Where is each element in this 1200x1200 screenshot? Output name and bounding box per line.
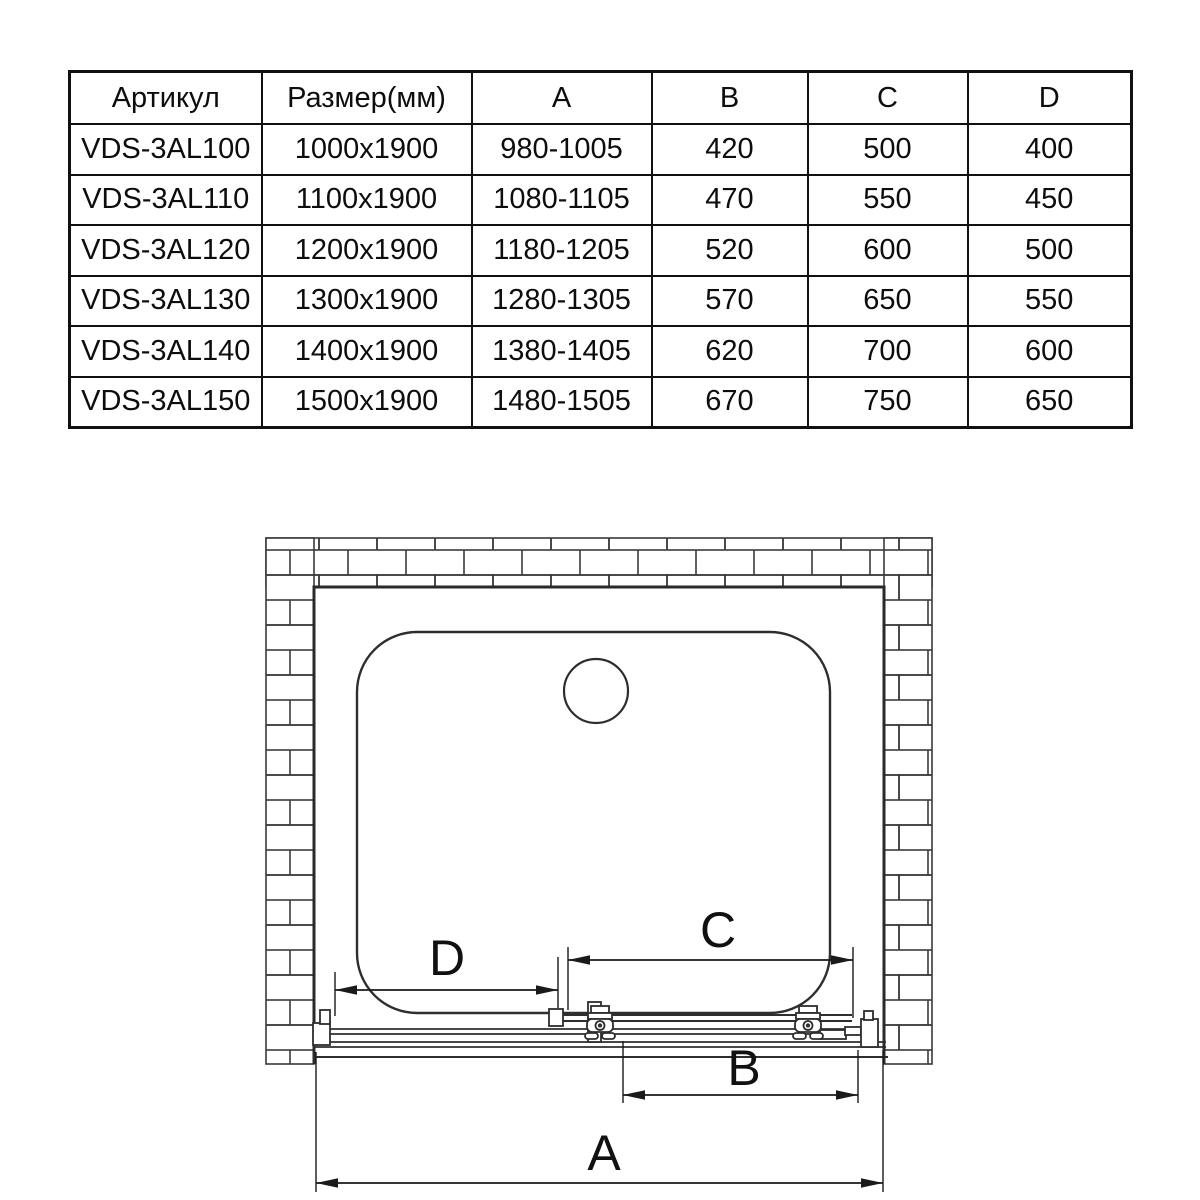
table-cell: 1380-1405 bbox=[472, 326, 652, 377]
brick-wall-right bbox=[884, 538, 932, 1064]
table-cell: 400 bbox=[968, 124, 1132, 175]
table-cell: 470 bbox=[652, 175, 808, 226]
table-cell: 600 bbox=[968, 326, 1132, 377]
column-header-a: A bbox=[472, 72, 652, 125]
column-header-c: C bbox=[808, 72, 968, 125]
dimension-b bbox=[623, 1040, 858, 1100]
table-cell: 500 bbox=[968, 225, 1132, 276]
table-cell: VDS-3AL140 bbox=[70, 326, 262, 377]
dimension-d-label: D bbox=[428, 930, 466, 986]
table-cell: 1400x1900 bbox=[262, 326, 472, 377]
table-cell: 650 bbox=[968, 377, 1132, 428]
table-cell: 1300x1900 bbox=[262, 276, 472, 327]
table-cell: 550 bbox=[968, 276, 1132, 327]
table-cell: 1480-1505 bbox=[472, 377, 652, 428]
door-handle bbox=[820, 1030, 846, 1039]
dimension-a-label: A bbox=[587, 1125, 621, 1181]
column-header-article: Артикул bbox=[70, 72, 262, 125]
table-cell: 1200x1900 bbox=[262, 225, 472, 276]
table-cell: VDS-3AL130 bbox=[70, 276, 262, 327]
table-cell: VDS-3AL120 bbox=[70, 225, 262, 276]
table-cell: 750 bbox=[808, 377, 968, 428]
wall-profile-left bbox=[313, 1010, 330, 1045]
table-cell: VDS-3AL150 bbox=[70, 377, 262, 428]
column-header-d: D bbox=[968, 72, 1132, 125]
brick-wall-left bbox=[266, 538, 314, 1064]
table-cell: VDS-3AL110 bbox=[70, 175, 262, 226]
table-cell: 620 bbox=[652, 326, 808, 377]
table-cell: 570 bbox=[652, 276, 808, 327]
table-cell: 980-1005 bbox=[472, 124, 652, 175]
table-cell: VDS-3AL100 bbox=[70, 124, 262, 175]
table-cell: 450 bbox=[968, 175, 1132, 226]
dimension-c-label: C bbox=[699, 902, 737, 958]
table-cell: 520 bbox=[652, 225, 808, 276]
table-cell: 1100x1900 bbox=[262, 175, 472, 226]
column-header-b: B bbox=[652, 72, 808, 125]
table-cell: 700 bbox=[808, 326, 968, 377]
table-cell: 600 bbox=[808, 225, 968, 276]
table-cell: 500 bbox=[808, 124, 968, 175]
table-cell: 550 bbox=[808, 175, 968, 226]
table-cell: 670 bbox=[652, 377, 808, 428]
shower-tray bbox=[357, 632, 830, 1013]
brick-wall-top bbox=[266, 538, 932, 587]
table-cell: 1080-1105 bbox=[472, 175, 652, 226]
table-cell: 650 bbox=[808, 276, 968, 327]
rail-end-cap bbox=[549, 1009, 563, 1026]
table-cell: 1280-1305 bbox=[472, 276, 652, 327]
table-cell: 420 bbox=[652, 124, 808, 175]
table-cell: 1180-1205 bbox=[472, 225, 652, 276]
table-cell: 1500x1900 bbox=[262, 377, 472, 428]
table-cell: 1000x1900 bbox=[262, 124, 472, 175]
dimension-b-label: B bbox=[727, 1040, 761, 1096]
dimension-a bbox=[316, 1125, 883, 1188]
column-header-size: Размер(мм) bbox=[262, 72, 472, 125]
